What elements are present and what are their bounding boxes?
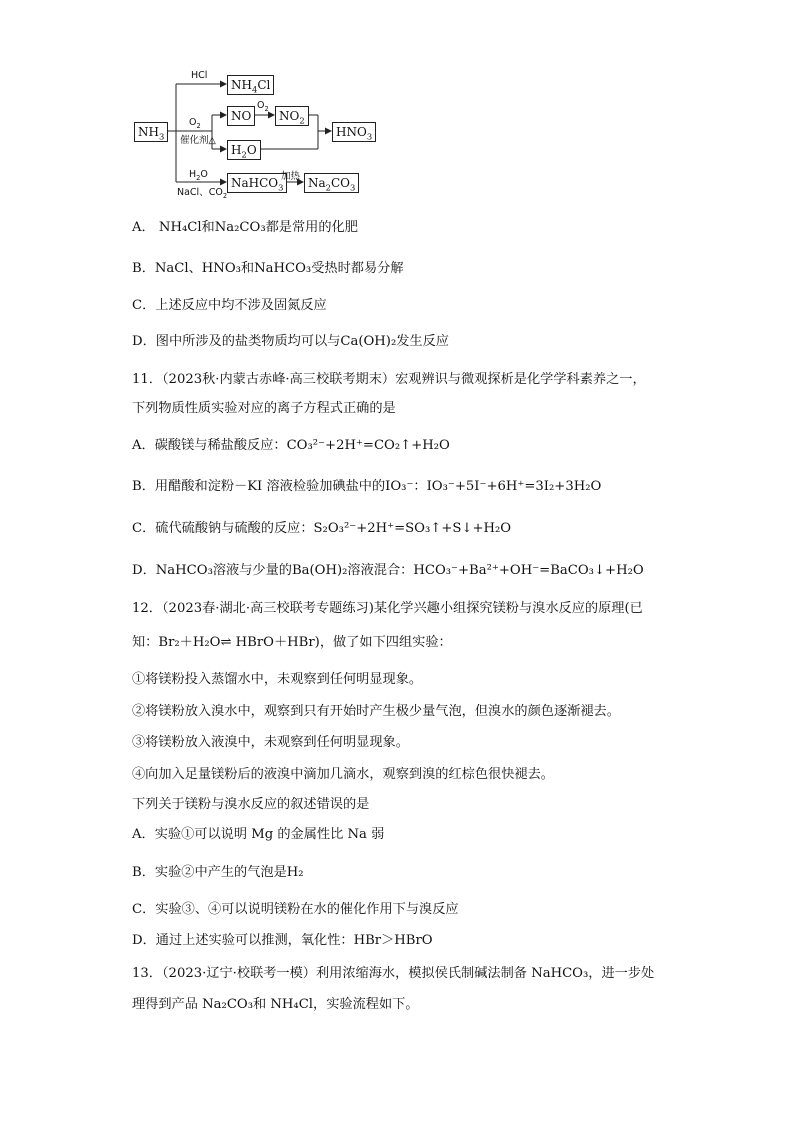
q10-option-a: A． NH₄Cl和Na₂CO₃都是常用的化肥 — [132, 220, 358, 235]
nahco3-box: NaHCO$_3$ — [227, 173, 287, 193]
q12-option-c: C．实验③、④可以说明镁粉在水的催化作用下与溴反应 — [132, 902, 459, 917]
q12-experiment-1: ①将镁粉投入蒸馏水中，未观察到任何明显现象。 — [132, 672, 423, 687]
q11-option-d: D．NaHCO₃溶液与少量的Ba(OH)₂溶液混合：HCO₃⁻+Ba²⁺+OH⁻=BaCO₃↓+H₂O — [132, 563, 644, 578]
no-box: NO — [227, 106, 255, 126]
heat-label: 加热 — [281, 171, 301, 182]
reaction-diagram-lines — [0, 0, 794, 200]
nacl-co2-label: NaCl、$CO_2$ — [177, 187, 228, 200]
hcl-label: HCl — [191, 70, 208, 81]
h2o-box: $H_2O$ — [227, 140, 261, 160]
q12-experiment-2: ②将镁粉放入溴水中，观察到只有开始时产生极少量气泡，但溴水的颜色逐渐褪去。 — [132, 704, 620, 719]
q10-option-b: B．NaCl、HNO₃和NaHCO₃受热时都易分解 — [132, 261, 404, 276]
q10-option-d: D．图中所涉及的盐类物质均可以与Ca(OH)₂发生反应 — [132, 334, 449, 349]
q12-stem-line1: 12．（2023春·湖北·高三校联考专题练习)某化学兴趣小组探究镁粉与溴水反应的原理(已 — [132, 601, 643, 616]
q13-stem-line1: 13．（2023·辽宁·校联考一模）利用浓缩海水，模拟侯氏制碱法制备 NaHCO₃，进一步处 — [132, 966, 655, 981]
q12-experiment-4: ④向加入足量镁粉后的液溴中滴加几滴水，观察到溴的红棕色很快褪去。 — [132, 767, 554, 782]
q12-option-a: A．实验①可以说明 Mg 的金属性比 Na 弱 — [132, 827, 385, 842]
q11-option-a: A．碳酸镁与稀盐酸反应：CO₃²⁻+2H⁺=CO₂↑+H₂O — [132, 438, 450, 453]
hno3-box: $HNO_3$ — [332, 122, 376, 142]
q10-option-c: C．上述反应中均不涉及固氮反应 — [132, 298, 327, 313]
nh3-box: $NH_3$ — [134, 122, 168, 142]
q11-stem-line2: 下列物质性质实验对应的离子方程式正确的是 — [132, 401, 396, 416]
o2-label-2: $O_2$ — [257, 100, 269, 113]
na2co3-box: $Na_2CO_3$ — [304, 173, 359, 193]
q12-question: 下列关于镁粉与溴水反应的叙述错误的是 — [132, 797, 370, 812]
q11-stem-line1: 11．（2023秋·内蒙古赤峰·高三校联考期末）宏观辨识与微观探析是化学学科素养之一， — [132, 372, 646, 387]
q12-experiment-3: ③将镁粉放入液溴中，未观察到任何明显现象。 — [132, 735, 409, 750]
nh4cl-box: $NH_4Cl$ — [227, 75, 274, 95]
q12-option-b: B．实验②中产生的气泡是H₂ — [132, 865, 304, 880]
q12-stem-line2: 知：Br₂＋H₂O⇌ HBrO＋HBr)，做了如下四组实验： — [132, 635, 452, 650]
o2-label: $O_2$ — [189, 117, 201, 130]
catalyst-label: 催化剂△ — [180, 135, 216, 146]
q11-option-c: C．硫代硫酸钠与硫酸的反应：S₂O₃²⁻+2H⁺=SO₃↑+S↓+H₂O — [132, 521, 512, 536]
h2o-label: $H_2O$ — [189, 169, 208, 182]
q12-option-d: D．通过上述实验可以推测，氧化性：HBr＞HBrO — [132, 933, 433, 948]
no2-box: $NO_2$ — [275, 106, 309, 126]
q13-stem-line2: 理得到产品 Na₂CO₃和 NH₄Cl，实验流程如下。 — [132, 997, 419, 1012]
q11-option-b: B．用醋酸和淀粉－KI 溶液检验加碘盐中的IO₃⁻：IO₃⁻+5I⁻+6H⁺=3I₂+3H₂O — [132, 479, 602, 494]
